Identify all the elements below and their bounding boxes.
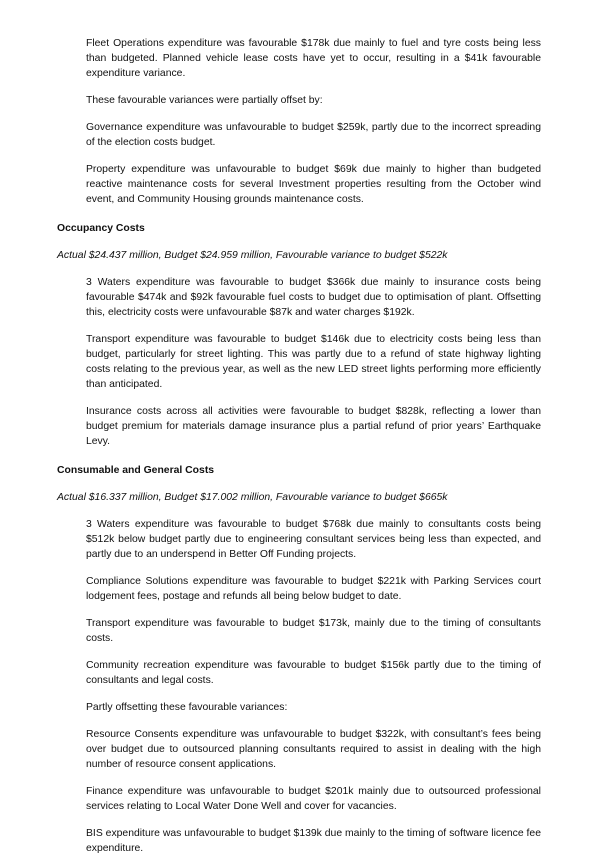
body-paragraph: Property expenditure was unfavourable to budget $69k due mainly to higher than budgeted reactive maintenance costs for several Investment properties resulting from the October wind event, and Community Housing grounds maintenance costs.: [86, 164, 541, 205]
body-paragraph: Fleet Operations expenditure was favourable $178k due mainly to fuel and tyre costs being less than budgeted. Planned vehicle lease costs have yet to occur, resulting in a $41k favourable expenditure variance.: [86, 38, 541, 79]
body-paragraph: These favourable variances were partially offset by:: [86, 95, 323, 106]
body-paragraph: Partly offsetting these favourable variances:: [86, 702, 288, 713]
section-heading-consumable: Consumable and General Costs: [57, 465, 215, 476]
section-heading-occupancy: Occupancy Costs: [57, 223, 145, 234]
body-paragraph: Transport expenditure was favourable to budget $173k, mainly due to the timing of consultants costs.: [86, 618, 541, 644]
body-paragraph: 3 Waters expenditure was favourable to budget $366k due mainly to insurance costs being favourable $474k and $92k favourable fuel costs to budget due to optimisation of plant. Offsetting this, electricity costs were unfavourable $87k and water charges $192k.: [86, 277, 541, 318]
section-summary-consumable: Actual $16.337 million, Budget $17.002 million, Favourable variance to budget $665k: [57, 492, 448, 503]
body-paragraph: Compliance Solutions expenditure was favourable to budget $221k with Parking Services court lodgement fees, postage and refunds all being below budget to date.: [86, 576, 541, 602]
section-summary-occupancy: Actual $24.437 million, Budget $24.959 million, Favourable variance to budget $522k: [57, 250, 448, 261]
body-paragraph: Insurance costs across all activities were favourable to budget $828k, reflecting a lower than budget premium for materials damage insurance plus a partial refund of prior years’ Earthquake Levy.: [86, 406, 541, 447]
body-paragraph: Resource Consents expenditure was unfavourable to budget $322k, with consultant’s fees being over budget due to outsourced planning consultants required to assist in dealing with the high number of resource consent applications.: [86, 729, 541, 770]
body-paragraph: Community recreation expenditure was favourable to budget $156k partly due to the timing of consultants and legal costs.: [86, 660, 541, 686]
body-paragraph: Transport expenditure was favourable to budget $146k due to electricity costs being less than budget, particularly for street lighting. This was partly due to a refund of state highway lighting costs relating to the previous year, as well as the new LED street lights performing more efficiently than anticipated.: [86, 334, 541, 390]
body-paragraph: Governance expenditure was unfavourable to budget $259k, partly due to the incorrect spreading of the election costs budget.: [86, 122, 541, 148]
body-paragraph: Finance expenditure was unfavourable to budget $201k mainly due to outsourced professional services relating to Local Water Done Well and cover for vacancies.: [86, 786, 541, 812]
body-paragraph: BIS expenditure was unfavourable to budget $139k due mainly to the timing of software licence fee expenditure.: [86, 828, 541, 854]
body-paragraph: 3 Waters expenditure was favourable to budget $768k due mainly to consultants costs being $512k below budget partly due to engineering consultant services being less than expected, and partly due to an underspend in Better Off Funding projects.: [86, 519, 541, 560]
